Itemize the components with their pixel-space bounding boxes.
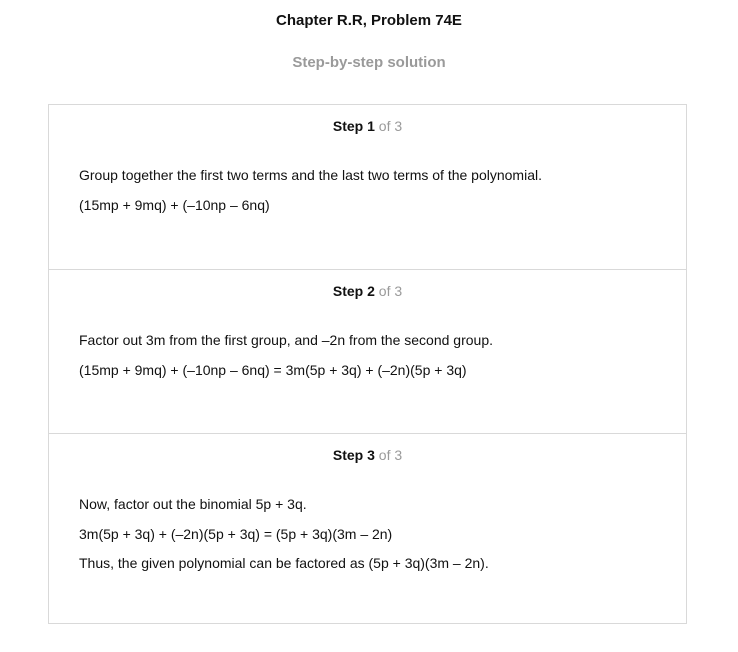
steps-container: [48, 104, 687, 624]
step-header: [49, 447, 686, 463]
step-conclusion-line: Thus, the given polynomial can be factored as (5p + 3q)(3m – 2n).: [79, 555, 489, 571]
step-label: Step: [332, 283, 364, 299]
step-panel-2: [49, 269, 686, 433]
step-math-line: 3m(5p + 3q) + (–2n)(5p + 3q) = (5p + 3q)(3m – 2n): [79, 526, 393, 542]
step-total: of 3: [378, 283, 403, 299]
step-header: [49, 118, 686, 134]
step-math-line: (15mp + 9mq) + (–10np – 6nq): [79, 197, 270, 213]
step-math-line: (15mp + 9mq) + (–10np – 6nq) = 3m(5p + 3q) + (–2n)(5p + 3q): [79, 362, 467, 378]
step-label: Step: [332, 118, 364, 134]
solution-subtitle: Step-by-step solution: [292, 54, 446, 71]
step-panel-1: [49, 105, 686, 269]
step-text-line: Factor out 3m from the first group, and –2n from the second group.: [79, 332, 493, 348]
step-total: of 3: [378, 118, 403, 134]
step-number: 3: [367, 447, 375, 463]
step-number: 2: [367, 283, 375, 299]
step-text-line: Group together the first two terms and the last two terms of the polynomial.: [79, 167, 542, 183]
step-panel-3: [49, 433, 686, 624]
step-label: Step: [332, 447, 364, 463]
page-title: Chapter R.R, Problem 74E: [276, 12, 462, 29]
step-header: [49, 283, 686, 299]
step-number: 1: [367, 118, 375, 134]
step-total: of 3: [378, 447, 403, 463]
step-text-line: Now, factor out the binomial 5p + 3q.: [79, 496, 307, 512]
